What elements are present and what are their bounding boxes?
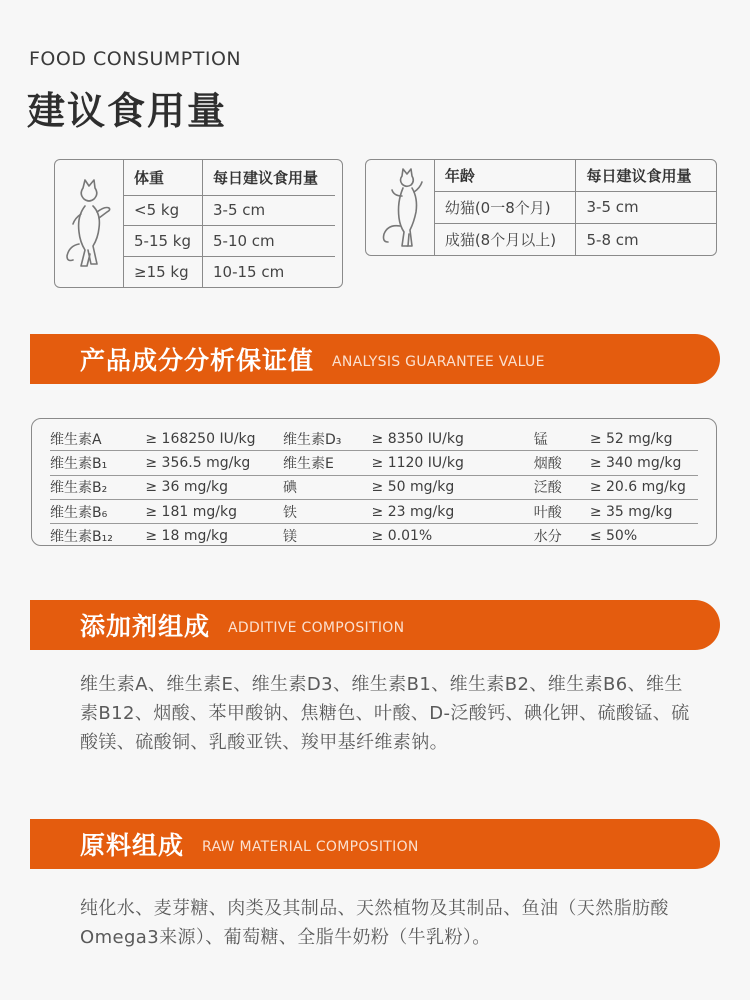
nutrient-name: 铁	[283, 504, 298, 521]
table-header: 每日建议食用量	[576, 160, 716, 191]
nutrient-name: 碘	[283, 480, 298, 497]
age-feeding-table	[365, 159, 717, 256]
additive-section-banner	[30, 600, 720, 650]
nutrient-value: ≥ 356.5 mg/kg	[145, 454, 251, 471]
age-table-grid	[435, 160, 716, 255]
table-row	[50, 451, 698, 475]
table-cell: 5-15 kg	[124, 226, 203, 257]
table-row	[50, 524, 698, 547]
section-title: 原料组成	[80, 831, 185, 860]
nutrient-name: 水分	[533, 528, 562, 545]
raw-material-section-banner	[30, 819, 720, 869]
nutrient-name: 烟酸	[533, 455, 562, 472]
nutrient-value: ≥ 52 mg/kg	[589, 430, 673, 447]
nutrient-value: ≥ 168250 IU/kg	[145, 430, 256, 447]
section-subtitle: RAW MATERIAL COMPOSITION	[202, 839, 419, 855]
nutrient-value: ≥ 1120 IU/kg	[371, 454, 464, 471]
nutrient-name: 维生素B₂	[50, 480, 108, 497]
weight-feeding-table	[54, 159, 343, 288]
section-title: 产品成分分析保证值	[80, 346, 315, 375]
nutrient-name: 维生素B₁₂	[50, 528, 113, 545]
table-cell: 5-10 cm	[203, 226, 336, 257]
section-title: 添加剂组成	[80, 612, 211, 641]
weight-table-grid	[124, 160, 335, 287]
en-title: FOOD CONSUMPTION	[29, 48, 242, 70]
table-cell: 成猫(8个月以上)	[435, 224, 576, 255]
nutrient-name: 叶酸	[533, 504, 562, 521]
nutrient-value: ≥ 340 mg/kg	[589, 454, 682, 471]
table-row	[50, 476, 698, 500]
nutrient-name: 维生素D₃	[283, 431, 342, 448]
table-header: 年龄	[435, 160, 576, 191]
nutrient-value: ≤ 50%	[589, 527, 638, 544]
nutrient-value: ≥ 20.6 mg/kg	[589, 479, 686, 496]
table-cell: <5 kg	[124, 195, 203, 226]
table-header: 体重	[124, 160, 203, 195]
analysis-section-banner	[30, 334, 720, 384]
nutrient-name: 泛酸	[533, 480, 562, 497]
nutrient-value: ≥ 181 mg/kg	[145, 503, 237, 520]
cat-standing-icon	[55, 160, 124, 287]
table-cell: 5-8 cm	[586, 230, 639, 249]
table-cell: 3-5 cm	[203, 195, 336, 226]
table-row	[50, 427, 698, 451]
nutrient-value: ≥ 0.01%	[371, 527, 433, 544]
table-cell: 3-5 cm	[576, 191, 716, 223]
nutrient-name: 维生素E	[283, 455, 334, 472]
nutrient-value: ≥ 36 mg/kg	[145, 479, 229, 496]
nutrient-name: 维生素B₆	[50, 504, 108, 521]
cat-jumping-icon	[366, 160, 435, 255]
page-title: 建议食用量	[27, 89, 228, 133]
section-subtitle: ANALYSIS GUARANTEE VALUE	[332, 354, 545, 370]
section-subtitle: ADDITIVE COMPOSITION	[228, 620, 405, 636]
table-header: 每日建议食用量	[203, 160, 336, 195]
nutrient-value: ≥ 35 mg/kg	[589, 503, 673, 520]
analysis-table	[31, 418, 717, 546]
nutrient-value: ≥ 18 mg/kg	[145, 527, 229, 544]
nutrient-value: ≥ 23 mg/kg	[371, 503, 455, 520]
additive-list: 维生素A、维生素E、维生素D3、维生素B1、维生素B2、维生素B6、维生素B12、烟酸、苯甲酸钠、焦糖色、叶酸、D-泛酸钙、碘化钾、硫酸锰、硫酸镁、硫酸铜、乳酸亚铁、羧甲基纤维素钠。	[80, 674, 690, 753]
nutrient-name: 维生素A	[50, 431, 102, 448]
table-cell: 幼猫(0一8个月)	[435, 191, 576, 223]
table-cell: ≥15 kg	[124, 257, 203, 287]
nutrient-name: 镁	[283, 528, 298, 545]
raw-material-list: 纯化水、麦芽糖、肉类及其制品、天然植物及其制品、鱼油（天然脂肪酸Omega3来源）、葡萄糖、全脂牛奶粉（牛乳粉）。	[80, 898, 669, 948]
nutrient-value: ≥ 8350 IU/kg	[371, 430, 464, 447]
table-row	[50, 500, 698, 524]
nutrient-name: 锰	[533, 431, 548, 448]
nutrient-name: 维生素B₁	[50, 455, 108, 472]
nutrient-value: ≥ 50 mg/kg	[371, 479, 455, 496]
table-cell: 10-15 cm	[213, 263, 285, 282]
